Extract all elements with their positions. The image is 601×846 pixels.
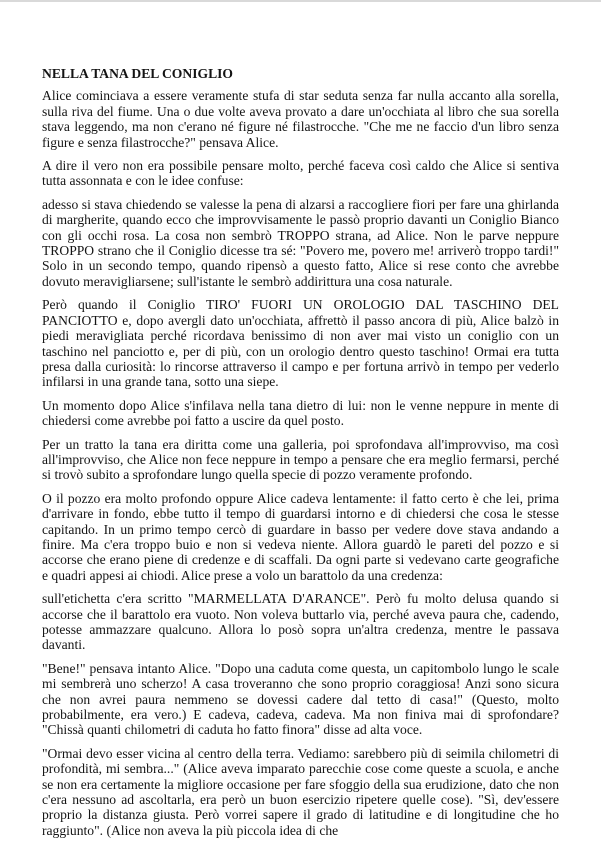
paragraph-2: A dire il vero non era possibile pensare molto, perché faceva così caldo che Alice si sentiva tutta assonnata e con le idee confuse:	[42, 158, 559, 189]
paragraph-9: "Bene!" pensava intanto Alice. "Dopo una caduta come questa, un capitombolo lungo le scale mi sembrerà uno scherzo! A casa troveranno che sono proprio coraggiosa! Anzi sono sicura che non avrei paura nemmeno se dovessi cadere dal tetto di casa!" (Questo, molto probabilmente, era vero.) E cadeva, cadeva, cadeva. Ma non finiva mai di sprofondare? "Chissà quanti chilometri di caduta ho fatto finora" disse ad alta voce.	[42, 660, 559, 738]
paragraph-7: O il pozzo era molto profondo oppure Alice cadeva lentamente: il fatto certo è che lei, prima d'arrivare in fondo, ebbe tutto il tempo di guardarsi intorno e di chiedersi che cosa le stesse capitando. In un primo tempo cercò di guardare in basso per vedere dove stava andando a finire. Ma c'era troppo buio e non si vedeva niente. Allora guardò le pareti del pozzo e si accorse che erano piene di credenze e di scaffali. Da ogni parte si vedevano carte geografiche e quadri appesi ai chiodi. Alice prese a volo un barattolo da una credenza:	[42, 490, 559, 583]
paragraph-10: "Ormai devo esser vicina al centro della terra. Vediamo: sarebbero più di seimila chilometri di profondità, mi sembra..." (Alice aveva imparato parecchie cose come queste a scuola, e anche se non era certamente la migliore occasione per fare sfoggio della sua erudizione, dato che non c'era nessuno ad ascoltarla, era però un buon esercizio ripetere quelle cose). "Sì, dev'essere proprio la distanza giusta. Però vorrei sapere il grado di latitudine e di longitudine che ho raggiunto". (Alice non aveva la più piccola idea di che	[42, 745, 559, 838]
page-top-border	[0, 0, 601, 2]
paragraph-5: Un momento dopo Alice s'infilava nella tana dietro di lui: non le venne neppure in mente di chiedersi come avrebbe poi fatto a uscire da quel posto.	[42, 397, 559, 429]
chapter-title: NELLA TANA DEL CONIGLIO	[42, 66, 233, 81]
paragraph-4: Però quando il Coniglio TIRO' FUORI UN OROLOGIO DAL TASCHINO DEL PANCIOTTO e, dopo avergli dato un'occhiata, affrettò il passo ancora di più, Alice balzò in piedi meravigliata perché ricordava benissimo di non aver mai visto un coniglio con un taschino nel panciotto e, per di più, con un orologio dentro questo taschino! Ormai era tutta presa dalla curiosità: lo rincorse attraverso il campo e per fortuna arrivò in tempo per vederlo infilarsi in una grande tana, sotto una siepe.	[42, 297, 559, 390]
paragraph-1: Alice cominciava a essere veramente stufa di star seduta senza far nulla accanto alla sorella, sulla riva del fiume. Una o due volte aveva provato a dare un'occhiata al libro che sua sorella stava leggendo, ma non c'erano né figure né filastrocche. "Che me ne faccio d'un libro senza figure e senza filastrocche?" pensava Alice.	[42, 88, 559, 150]
paragraph-3: adesso si stava chiedendo se valesse la pena di alzarsi a raccogliere fiori per fare una ghirlanda di margherite, quando ecco che improvvisamente le passò proprio davanti un Coniglio Bianco con gli occhi rosa. La cosa non sembrò TROPPO strana, ad Alice. Non le parve neppure TROPPO strano che il Coniglio dicesse tra sé: "Povero me, povero me! arriverò troppo tardi!" Solo in un secondo tempo, quando ripensò a questo fatto, Alice si rese conto che avrebbe dovuto meravigliarsene; sull'istante le sembrò addirittura una cosa naturale.	[42, 196, 559, 289]
paragraph-6: Per un tratto la tana era diritta come una galleria, poi sprofondava all'improvviso, ma così all'improvviso, che Alice non fece neppure in tempo a pensare che era meglio fermarsi, perché si trovò subito a sprofondare lungo quella specie di pozzo veramente profondo.	[42, 436, 559, 483]
paragraph-8: sull'etichetta c'era scritto "MARMELLATA D'ARANCE". Però fu molto delusa quando si accorse che il barattolo era vuoto. Non voleva buttarlo via, perché aveva paura che, cadendo, potesse ammazzare qualcuno. Allora lo posò sopra un'altra credenza, mentre le passava davanti.	[42, 591, 559, 653]
document-page	[42, 66, 559, 846]
